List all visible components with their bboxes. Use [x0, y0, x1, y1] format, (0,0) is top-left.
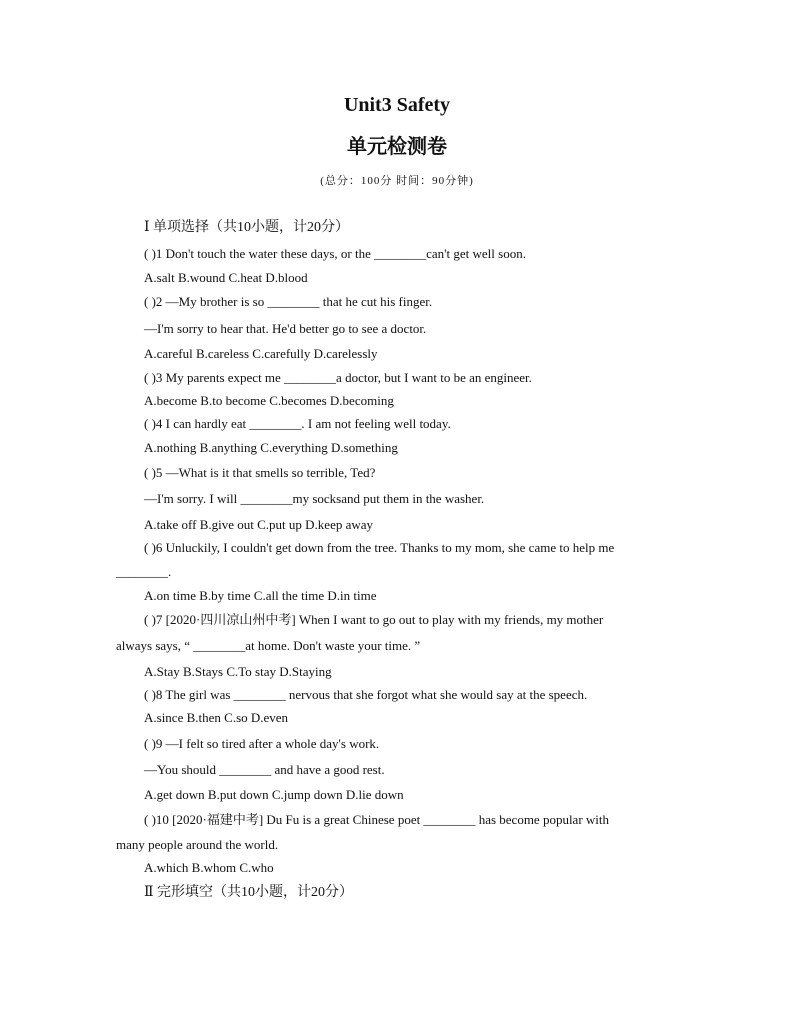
- options-line: A.careful B.careless C.carefully D.carelessly: [144, 346, 378, 361]
- question-line: —You should ________ and have a good rest.: [144, 762, 385, 777]
- question-line: ( )9 —I felt so tired after a whole day's work.: [144, 736, 380, 751]
- question-line: —I'm sorry. I will ________my socksand put them in the washer.: [144, 491, 485, 506]
- options-line: A.get down B.put down C.jump down D.lie down: [144, 787, 404, 802]
- question-line: ( )2 —My brother is so ________ that he cut his finger.: [144, 294, 433, 309]
- question-line: ( )1 Don't touch the water these days, or the ________can't get well soon.: [144, 246, 526, 261]
- options-line: A.which B.whom C.who: [144, 860, 274, 875]
- question-line: ( )8 The girl was ________ nervous that she forgot what she would say at the speech.: [144, 687, 588, 702]
- question-line: —I'm sorry to hear that. He'd better go to see a doctor.: [144, 321, 427, 336]
- doc-subtitle: 单元检测卷: [347, 136, 447, 158]
- options-line: A.since B.then C.so D.even: [144, 710, 289, 725]
- question-line: many people around the world.: [116, 837, 279, 852]
- options-line: A.salt B.wound C.heat D.blood: [144, 270, 308, 285]
- section-heading-2: Ⅱ 完形填空（共10小题，计20分）: [144, 885, 354, 900]
- options-line: A.take off B.give out C.put up D.keep away: [144, 517, 374, 532]
- question-line: ________.: [116, 564, 172, 579]
- question-line: ( )10 [2020·福建中考] Du Fu is a great Chinese poet ________ has become popular with: [144, 812, 610, 827]
- section-heading-1: Ⅰ 单项选择（共10小题，计20分）: [144, 220, 350, 235]
- options-line: A.nothing B.anything C.everything D.something: [144, 440, 398, 455]
- question-line: ( )4 I can hardly eat ________. I am not feeling well today.: [144, 416, 451, 431]
- question-line: ( )3 My parents expect me ________a doctor, but I want to be an engineer.: [144, 370, 532, 385]
- question-line: always says, “ ________at home. Don't waste your time. ”: [116, 638, 421, 653]
- question-line: ( )5 —What is it that smells so terrible, Ted?: [144, 465, 376, 480]
- question-line: ( )6 Unluckily, I couldn't get down from the tree. Thanks to my mom, she came to help me: [144, 540, 615, 555]
- doc-title: Unit3 Safety: [343, 94, 451, 116]
- options-line: A.on time B.by time C.all the time D.in time: [144, 588, 377, 603]
- question-line: ( )7 [2020·四川凉山州中考] When I want to go out to play with my friends, my mother: [144, 612, 604, 627]
- options-line: A.become B.to become C.becomes D.becoming: [144, 393, 394, 408]
- doc-meta: (总分：100分 时间：90分钟): [320, 175, 474, 187]
- options-line: A.Stay B.Stays C.To stay D.Staying: [144, 664, 332, 679]
